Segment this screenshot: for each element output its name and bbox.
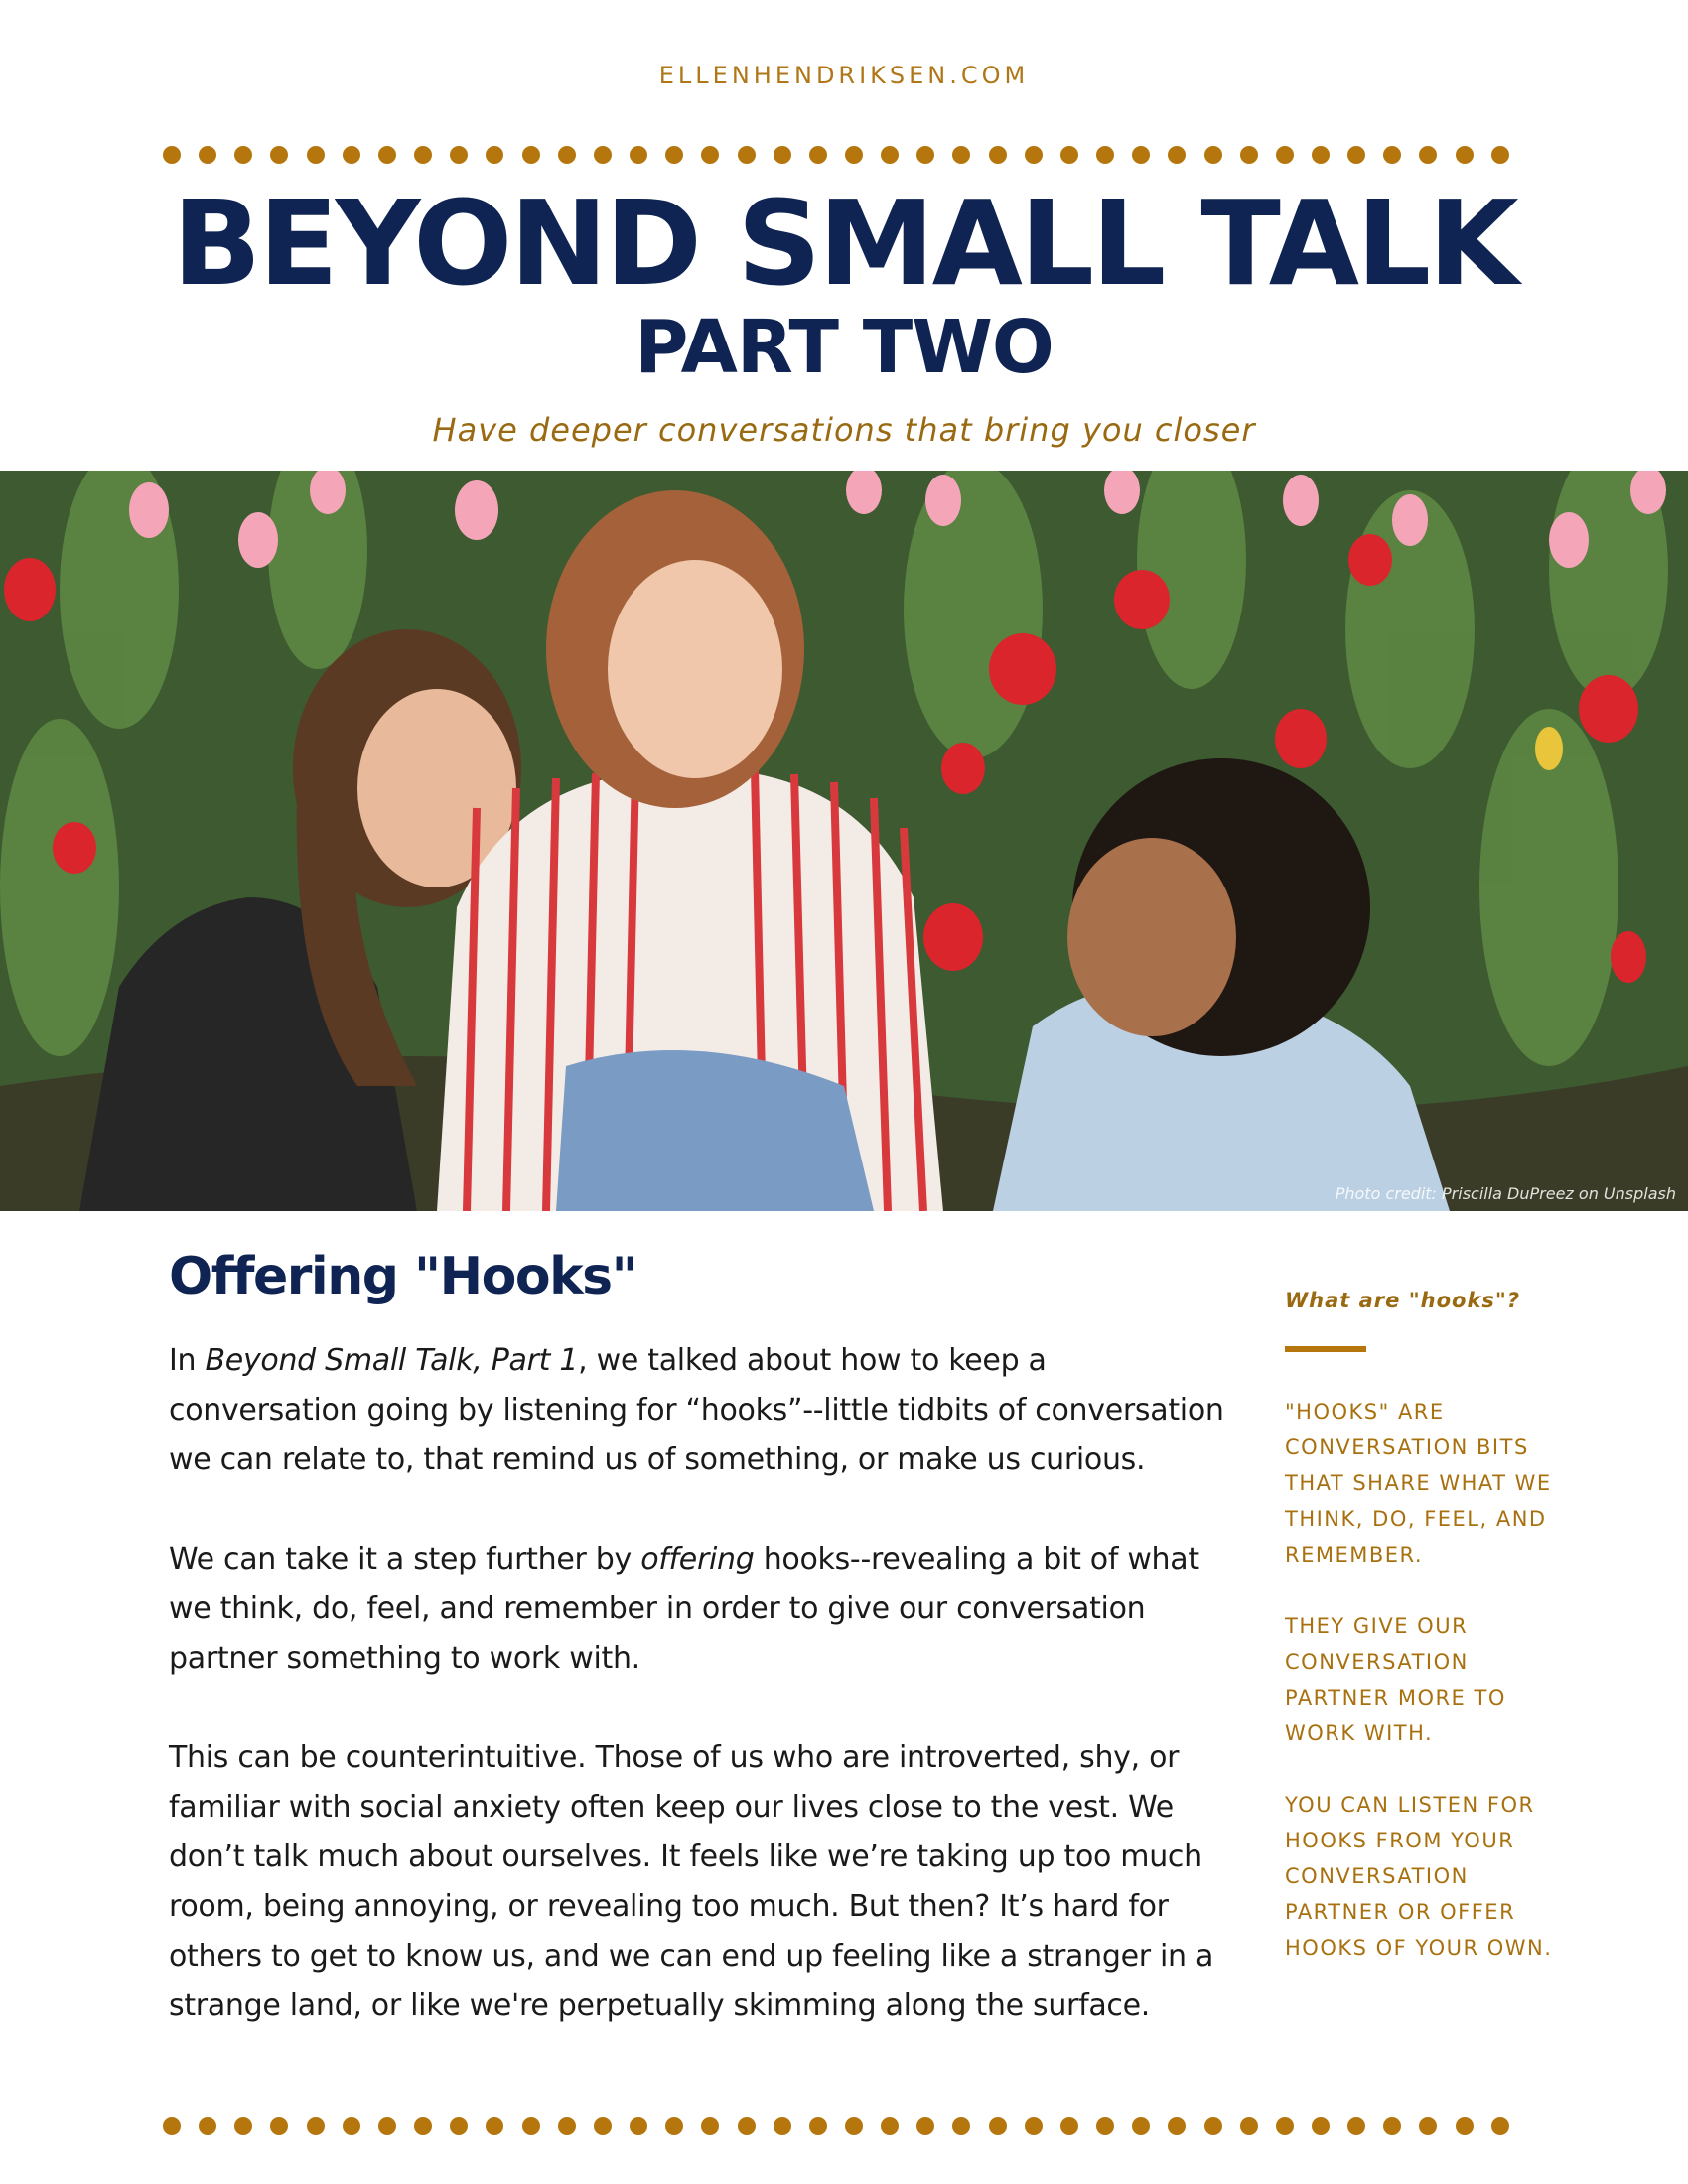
divider-dot <box>1383 146 1401 164</box>
divider-dot <box>1347 146 1365 164</box>
divider-dot <box>450 146 468 164</box>
divider-dot <box>343 2117 360 2135</box>
divider-dot <box>916 2117 934 2135</box>
divider-dot <box>845 146 863 164</box>
divider-dot <box>1132 2117 1150 2135</box>
divider-dot <box>701 2117 719 2135</box>
divider-dot <box>1491 146 1509 164</box>
top-dot-divider <box>163 143 1509 167</box>
divider-dot <box>1456 2117 1474 2135</box>
divider-dot <box>307 2117 325 2135</box>
divider-dot <box>378 2117 396 2135</box>
divider-dot <box>1240 146 1258 164</box>
divider-dot <box>1491 2117 1509 2135</box>
divider-dot <box>199 146 216 164</box>
sidebar-notes <box>1285 1394 1563 2001</box>
sidebar-question: What are "hooks"? <box>1285 1289 1521 1312</box>
divider-dot <box>738 146 756 164</box>
divider-dot <box>594 146 612 164</box>
page-title: BEYOND SMALL TALK <box>172 175 1516 312</box>
divider-dot <box>1240 2117 1258 2135</box>
divider-dot <box>1383 2117 1401 2135</box>
divider-dot <box>916 146 934 164</box>
photo-credit: Photo credit: Priscilla DuPreez on Unsplash <box>1335 1184 1676 1203</box>
divider-dot <box>630 146 647 164</box>
site-url: ELLENHENDRIKSEN.COM <box>658 62 1030 89</box>
divider-dot <box>307 146 325 164</box>
divider-dot <box>1204 146 1222 164</box>
divider-dot <box>1060 2117 1078 2135</box>
divider-dot <box>1025 2117 1043 2135</box>
section-heading: Offering "Hooks" <box>169 1247 637 1306</box>
divider-dot <box>1204 2117 1222 2135</box>
sidebar-point: "HOOKS" ARE CONVERSATION BITS THAT SHARE WHAT WE THINK, DO, FEEL, AND REMEMBER. <box>1285 1400 1552 1567</box>
divider-dot <box>774 2117 791 2135</box>
divider-dot <box>1312 146 1330 164</box>
hero-photo <box>0 471 1688 1211</box>
divider-dot <box>234 2117 252 2135</box>
divider-dot <box>1419 146 1437 164</box>
divider-dot <box>1168 146 1186 164</box>
divider-dot <box>989 146 1007 164</box>
divider-dot <box>881 2117 899 2135</box>
bottom-dot-divider <box>163 2115 1509 2138</box>
divider-dot <box>558 2117 576 2135</box>
divider-dot <box>1419 2117 1437 2135</box>
divider-dot <box>809 2117 827 2135</box>
divider-dot <box>163 2117 181 2135</box>
divider-dot <box>665 2117 683 2135</box>
divider-dot <box>774 146 791 164</box>
divider-dot <box>378 146 396 164</box>
divider-dot <box>1312 2117 1330 2135</box>
divider-dot <box>738 2117 756 2135</box>
paragraph-2: We can take it a step further by offering hooks--revealing a bit of what we think, do, feel, and remember in order to give our conversation partner something to work with. <box>169 1542 1199 1676</box>
divider-dot <box>594 2117 612 2135</box>
divider-dot <box>163 146 181 164</box>
divider-dot <box>809 146 827 164</box>
divider-dot <box>234 146 252 164</box>
sidebar-point: YOU CAN LISTEN FOR HOOKS FROM YOUR CONVERSATION PARTNER OR OFFER HOOKS OF YOUR OWN. <box>1285 1793 1553 1960</box>
divider-dot <box>522 146 540 164</box>
divider-dot <box>414 2117 432 2135</box>
divider-dot <box>952 146 970 164</box>
divider-dot <box>270 146 288 164</box>
tagline: Have deeper conversations that bring you closer <box>432 411 1256 449</box>
divider-dot <box>450 2117 468 2135</box>
paragraph-3: This can be counterintuitive. Those of us who are introverted, shy, or familiar with social anxiety often keep our lives close to the vest. We don’t talk much about ourselves. It feels like we’re taking up too much room, being annoying, or revealing too much. But then? It’s hard for others to get to know us, and we can end up feeling like a stranger in a strange land, or like we're perpetually skimming along the surface. <box>169 1740 1214 2023</box>
divider-dot <box>1276 2117 1294 2135</box>
divider-dot <box>343 146 360 164</box>
divider-dot <box>522 2117 540 2135</box>
divider-dot <box>881 146 899 164</box>
divider-dot <box>558 146 576 164</box>
divider-dot <box>414 146 432 164</box>
divider-dot <box>1347 2117 1365 2135</box>
sidebar-point: THEY GIVE OUR CONVERSATION PARTNER MORE TO WORK WITH. <box>1285 1614 1506 1745</box>
divider-dot <box>1132 146 1150 164</box>
divider-dot <box>1025 146 1043 164</box>
divider-dot <box>989 2117 1007 2135</box>
divider-dot <box>1096 2117 1114 2135</box>
divider-dot <box>1276 146 1294 164</box>
page-subtitle: PART TWO <box>634 305 1054 390</box>
divider-dot <box>486 2117 503 2135</box>
divider-dot <box>1060 146 1078 164</box>
divider-dot <box>1096 146 1114 164</box>
divider-dot <box>1168 2117 1186 2135</box>
article-body <box>169 1336 1241 2081</box>
divider-dot <box>845 2117 863 2135</box>
divider-dot <box>701 146 719 164</box>
hero-photo-illustration <box>0 471 1688 1211</box>
divider-dot <box>270 2117 288 2135</box>
divider-dot <box>486 146 503 164</box>
divider-dot <box>952 2117 970 2135</box>
divider-dot <box>665 146 683 164</box>
paragraph-1: In Beyond Small Talk, Part 1, we talked about how to keep a conversation going by listening for “hooks”--little tidbits of conversation we can relate to, that remind us of something, or make us curious. <box>169 1343 1224 1477</box>
divider-dot <box>1456 146 1474 164</box>
sidebar-divider <box>1285 1346 1366 1352</box>
divider-dot <box>199 2117 216 2135</box>
divider-dot <box>630 2117 647 2135</box>
